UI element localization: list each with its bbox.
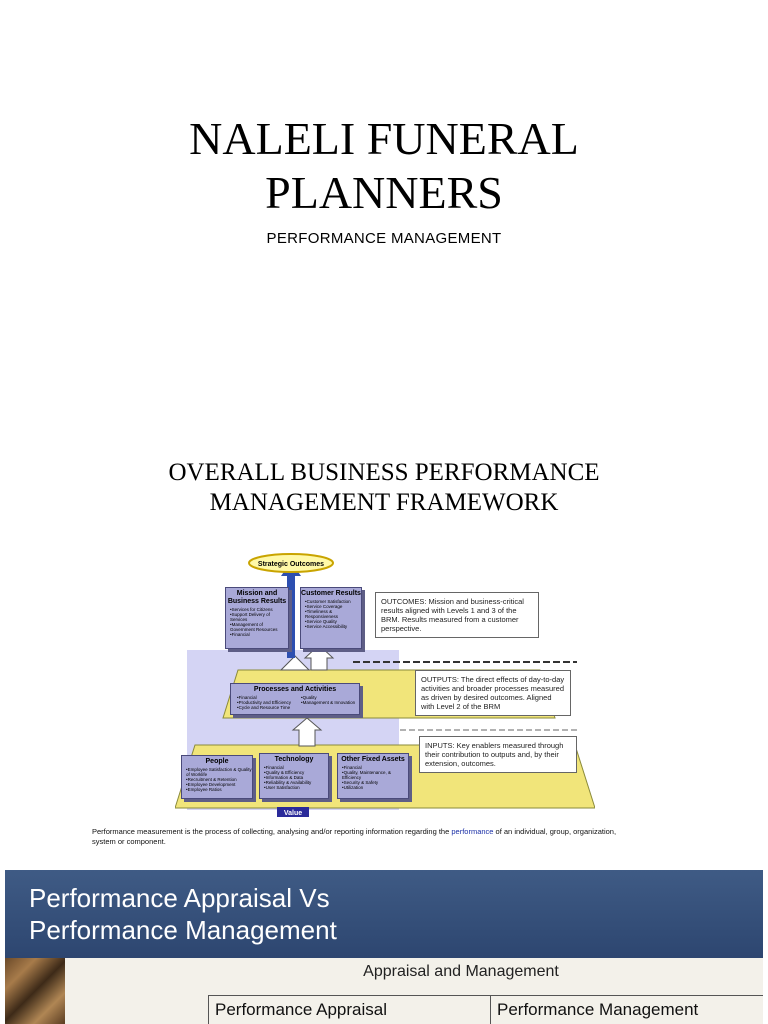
mission-results-box (225, 587, 289, 649)
customer-item: • Service Quality (305, 619, 361, 624)
table-caption: Appraisal and Management (363, 963, 559, 980)
customer-results-title: Customer Results (301, 590, 361, 597)
value-label: Value (283, 810, 303, 817)
main-title-line1: NALELI FUNERAL (189, 113, 579, 164)
fixed-assets-item: • Financial (342, 765, 408, 770)
people-item: • Employee Development (186, 782, 252, 787)
fixed-assets-item: • Quality, Maintenance, & Efficiency (342, 770, 408, 780)
slide-title-line2: Performance Management (29, 915, 337, 945)
fixed-assets-box (337, 753, 409, 799)
table-header-appraisal: Performance Appraisal (208, 995, 490, 1024)
process-item: • Management & Innovation (301, 700, 355, 705)
outputs-note: OUTPUTS: The direct effects of day-to-day activities and broader processes measured as driven by desired outcomes. Aligned with Level 2 of the BRM (415, 670, 571, 716)
people-item: • Recruitment & Retention (186, 777, 252, 782)
performance-definition (92, 827, 622, 847)
outcomes-note: OUTCOMES: Mission and business-critical results aligned with Levels 1 and 3 of the BRM. Results measured from a customer perspective. (375, 592, 539, 638)
definition-link[interactable]: performance (451, 827, 494, 836)
mission-item: • Services for Citizens (230, 607, 288, 612)
mission-results-title: Mission and Business Results (227, 590, 287, 605)
section-title (0, 458, 768, 518)
processes-box (230, 683, 360, 715)
processes-title: Processes and Activities (253, 686, 337, 693)
main-title (0, 112, 768, 220)
mission-item: • Support Delivery of Services (230, 612, 288, 622)
inputs-note: INPUTS: Key enablers measured through their contribution to outputs and, by their extension, outcomes. (419, 736, 577, 773)
slide-header (5, 870, 763, 958)
people-item: • Employee Satisfaction & Quality of Worklife (186, 767, 252, 777)
customer-results-box (300, 587, 362, 649)
customer-item: • Service Coverage (305, 604, 361, 609)
technology-item: • Financial (264, 765, 328, 770)
customer-item: • Timeliness & Responsiveness (305, 609, 361, 619)
table-header-management: Performance Management (490, 995, 763, 1024)
mission-item: • Financial (230, 632, 288, 637)
people-title: People (205, 758, 229, 765)
slide-title-line1: Performance Appraisal Vs (29, 883, 330, 913)
technology-item: • Quality & Efficiency (264, 770, 328, 775)
customer-item: • Service Accessibility (305, 624, 361, 629)
process-item: • Financial (237, 695, 291, 700)
appraisal-slide (5, 870, 763, 1024)
process-item: • Quality (301, 695, 355, 700)
technology-item: • User Satisfaction (264, 785, 328, 790)
decorative-photo-strip (5, 958, 65, 1024)
people-item: • Employee Ratios (186, 787, 252, 792)
slide-table-area (65, 958, 763, 1024)
fixed-assets-item: • Security & Safety (342, 780, 408, 785)
definition-text-before: Performance measurement is the process of collecting, analysing and/or reporting information regarding the (92, 827, 452, 836)
section-title-line1: OVERALL BUSINESS PERFORMANCE (168, 459, 600, 486)
slide-title (29, 882, 337, 946)
people-box (181, 755, 253, 799)
mission-item: • Management of Government Resources (230, 622, 288, 632)
customer-item: • Customer Satisfaction (305, 599, 361, 604)
fixed-assets-item: • Utilization (342, 785, 408, 790)
technology-item: • Information & Data (264, 775, 328, 780)
main-subtitle: PERFORMANCE MANAGEMENT (266, 230, 502, 247)
section-title-line2: MANAGEMENT FRAMEWORK (209, 489, 559, 516)
definition-text-after: of an individual, group, organization, system or component. (92, 827, 617, 846)
framework-diagram (175, 550, 595, 820)
technology-box (259, 753, 329, 799)
strategic-outcomes-label: Strategic Outcomes (257, 561, 325, 568)
process-item: • Productivity and Efficiency (237, 700, 291, 705)
process-item: • Cycle and Resource Time (237, 705, 291, 710)
main-title-line2: PLANNERS (265, 167, 503, 218)
technology-title: Technology (274, 756, 314, 763)
fixed-assets-title: Other Fixed Assets (341, 756, 405, 763)
technology-item: • Reliability & Availability (264, 780, 328, 785)
